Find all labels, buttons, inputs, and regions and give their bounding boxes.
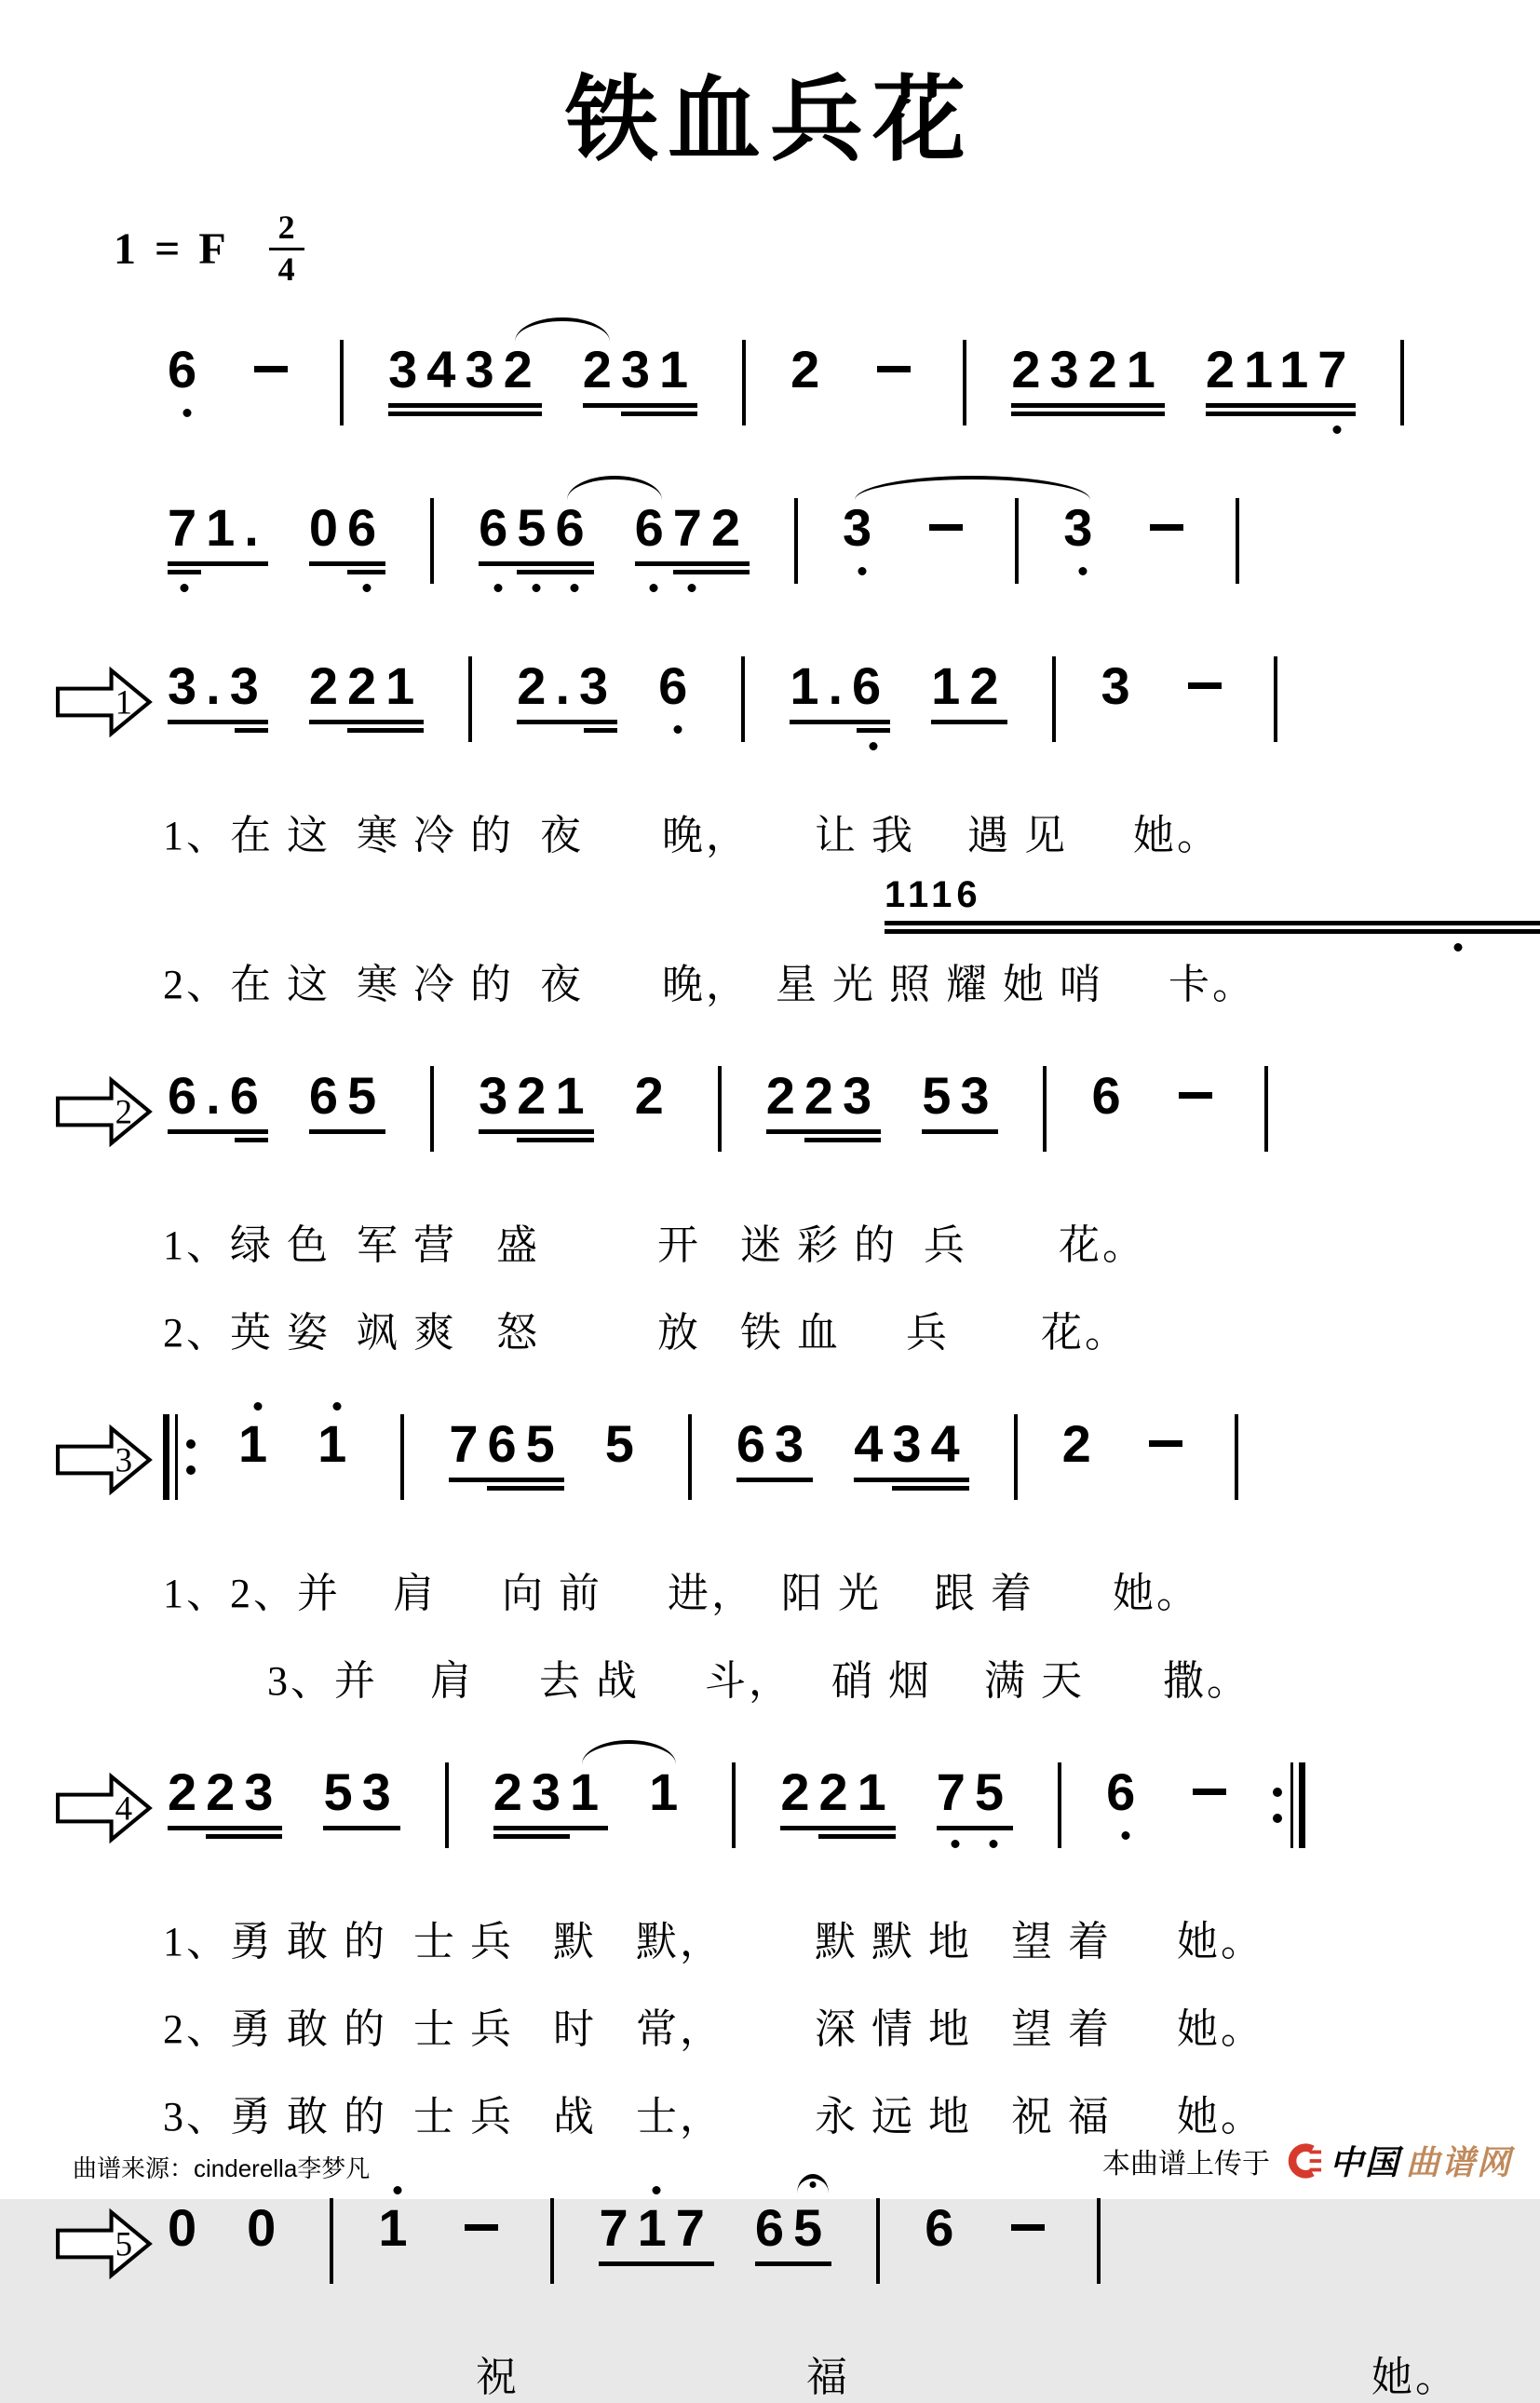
score-section <box>0 628 1540 1010</box>
note-cell <box>168 339 207 398</box>
note-cell <box>604 1413 643 1473</box>
notes-row <box>147 1386 1263 1545</box>
beam-line <box>517 1138 593 1142</box>
note-digits: 231 <box>493 1762 609 1821</box>
octave-dot-low <box>650 584 658 592</box>
bar-line <box>742 340 746 425</box>
bar-line <box>1058 1762 1061 1848</box>
beam-line <box>309 1129 385 1134</box>
note-cell <box>582 339 698 398</box>
lyric-line: 1、勇 敢 的 士 兵 默 默， 默 默 地 望 着 她。 <box>163 1918 1264 1964</box>
note-cell <box>925 2197 964 2257</box>
music-line <box>0 1038 1540 1196</box>
note-cell <box>168 2197 207 2257</box>
beam-line <box>168 561 268 566</box>
octave-dot-high <box>332 1402 341 1411</box>
time-signature-denominator: 4 <box>277 250 295 288</box>
note-digits: 53 <box>323 1762 400 1821</box>
beam-line <box>493 1826 608 1830</box>
song-title: 铁血兵花 <box>565 69 975 172</box>
footer <box>0 2137 1540 2184</box>
key-signature-text: 1 = F <box>114 223 230 274</box>
beam-line <box>479 561 593 566</box>
duration-dash <box>465 2224 498 2231</box>
note-cell <box>843 497 882 557</box>
note-cell <box>765 1065 882 1125</box>
inline-notes <box>885 873 1540 936</box>
footer-source: 曲谱来源：cinderella李梦凡 <box>73 2154 371 2182</box>
note-digits: 221 <box>780 1762 896 1821</box>
arrow-icon <box>54 1075 154 1148</box>
svg-text:5: 5 <box>115 2223 133 2262</box>
note-digits: 223 <box>168 1762 283 1821</box>
note-cell <box>885 873 1540 915</box>
note-digits: 3 <box>1101 655 1140 715</box>
phrase-arrow-marker <box>0 1424 147 1496</box>
footer-upload <box>1102 2137 1512 2184</box>
arrow-icon <box>54 1424 154 1496</box>
beam-line <box>885 929 1540 934</box>
note-cell <box>378 2197 417 2257</box>
octave-dot-low <box>493 584 502 592</box>
beam-line <box>937 1826 1013 1830</box>
repeat-dot <box>186 1439 196 1449</box>
score-section <box>0 312 1540 470</box>
note-digits: 6 <box>168 339 207 398</box>
beam-line <box>168 720 268 724</box>
bar-line <box>794 498 798 584</box>
bar-line <box>741 656 745 742</box>
note-digits: 672 <box>634 497 750 557</box>
notes-row <box>147 628 1302 787</box>
beam-line <box>309 720 424 724</box>
note-digits: 12 <box>931 655 1008 715</box>
lyric-line: 3、并 肩 去 战 斗， 硝 烟 满 天 撒。 <box>163 1657 1250 1704</box>
note-cell <box>317 1413 357 1473</box>
beam-line <box>347 728 424 733</box>
note-digits: 2 <box>1061 1413 1101 1473</box>
beam-line <box>168 1129 268 1134</box>
score <box>0 312 1540 2403</box>
note-cell <box>790 339 830 398</box>
bar-line <box>963 340 966 425</box>
note-cell <box>780 1762 896 1821</box>
note-cell <box>479 1065 594 1125</box>
octave-dot-low <box>858 567 866 575</box>
music-line <box>0 1386 1540 1545</box>
beam-line <box>1011 412 1165 416</box>
bar-line <box>330 2198 333 2284</box>
time-signature-numerator: 2 <box>269 210 304 250</box>
octave-dot-high <box>393 2186 401 2194</box>
bar-line <box>876 2198 880 2284</box>
note-digits: 2 <box>790 339 830 398</box>
duration-dash <box>1011 2224 1045 2231</box>
svg-text:1: 1 <box>115 682 133 721</box>
lyric-line: 2、英 姿 飒 爽 怒 放 铁 血 兵 花。 <box>163 1309 1128 1356</box>
octave-dot-high <box>253 1402 262 1411</box>
beam-line <box>309 561 385 566</box>
note-cell <box>1101 655 1140 715</box>
svg-text:2: 2 <box>115 1091 133 1130</box>
music-line <box>0 628 1540 787</box>
brand-primary: 中国 <box>1329 2144 1400 2181</box>
lyric-line: 1、在 这 寒 冷 的 夜 晚， 让 我 遇 见 她。 <box>163 812 1221 858</box>
phrase-arrow-marker <box>0 2207 147 2280</box>
beam-line <box>931 720 1007 724</box>
note-cell <box>931 655 1008 715</box>
repeat-thick-bar <box>1299 1762 1305 1848</box>
duration-dash <box>1179 1092 1212 1099</box>
beam-line <box>388 403 542 408</box>
bar-line <box>1264 1066 1268 1152</box>
beam-line <box>892 1486 968 1491</box>
duration-dash <box>1150 524 1183 531</box>
note-digits: 1.6 <box>790 655 891 715</box>
note-cell <box>599 2197 714 2257</box>
octave-dot-low <box>182 409 191 417</box>
slur-tie <box>515 317 609 342</box>
bar-line <box>550 2198 554 2284</box>
bar-line <box>400 1414 404 1500</box>
note-cell <box>1091 1065 1130 1125</box>
octave-dot-low <box>870 742 878 750</box>
beam-line <box>493 1834 570 1839</box>
brand-secondary: 曲谱网 <box>1405 2144 1512 2181</box>
note-cell <box>790 655 891 715</box>
note-digits: 3.3 <box>168 655 268 715</box>
note-cell <box>308 655 425 715</box>
beam-line <box>922 1129 998 1134</box>
note-digits: 6 <box>925 2197 964 2257</box>
note-cell <box>649 1762 688 1821</box>
repeat-dot <box>186 1465 196 1475</box>
beam-line <box>206 1834 282 1839</box>
bar-line <box>468 656 472 742</box>
octave-dot-low <box>1078 567 1087 575</box>
lyric-line: 2、在 这 寒 冷 的 夜 晚， 星 光 照 耀 她 哨 卡。 <box>163 961 1256 1007</box>
note-digits: 434 <box>854 1413 969 1473</box>
beam-line <box>583 403 697 408</box>
note-digits: 765 <box>449 1413 564 1473</box>
time-signature <box>269 210 304 288</box>
note-digits: 1 <box>317 1413 357 1473</box>
beam-line <box>766 1129 881 1134</box>
note-cell <box>308 1065 386 1125</box>
repeat-thick-bar <box>163 1414 169 1500</box>
note-cell <box>854 1413 969 1473</box>
beam-line <box>235 728 268 733</box>
note-digits: 53 <box>922 1065 999 1125</box>
phrase-arrow-marker <box>0 666 147 738</box>
score-section <box>0 470 1540 628</box>
score-section <box>0 1386 1540 1707</box>
beam-line <box>323 1826 399 1830</box>
beam-line <box>885 921 1540 925</box>
note-digits: 6.6 <box>168 1065 268 1125</box>
octave-dot-low <box>952 1840 960 1848</box>
lyric-line: 1、绿 色 军 营 盛 开 迷 彩 的 兵 花。 <box>163 1222 1146 1268</box>
duration-dash <box>929 524 963 531</box>
beam-line <box>804 1138 881 1142</box>
bar-line <box>1236 498 1239 584</box>
repeat-dots <box>186 1414 196 1500</box>
note-digits: 223 <box>765 1065 882 1125</box>
note-digits: 65 <box>308 1065 386 1125</box>
beam-line <box>487 1486 563 1491</box>
music-line <box>0 1735 1540 1893</box>
note-cell <box>1061 1413 1101 1473</box>
repeat-open-sign <box>160 1414 201 1500</box>
note-digits: 06 <box>308 497 386 557</box>
note-cell <box>1063 497 1102 557</box>
bar-line <box>445 1762 449 1848</box>
note-digits: 1 <box>649 1762 688 1821</box>
octave-dot-low <box>1121 1831 1129 1840</box>
note-digits: 1 <box>378 2197 417 2257</box>
bar-line <box>1052 656 1056 742</box>
duration-dash <box>254 366 288 372</box>
svg-text:3: 3 <box>115 1439 133 1478</box>
notes-row <box>147 1038 1292 1196</box>
note-cell <box>323 1762 400 1821</box>
beam-line <box>621 412 697 416</box>
phrase-arrow-marker <box>0 1772 147 1844</box>
note-digits: 75 <box>936 1762 1014 1821</box>
bar-line <box>430 1066 434 1152</box>
bar-line <box>1043 1066 1047 1152</box>
octave-dot-low <box>673 725 682 734</box>
octave-dot-low <box>688 584 696 592</box>
note-digits: 221 <box>308 655 425 715</box>
score-section <box>0 1038 1540 1358</box>
octave-dot-low <box>990 1840 998 1848</box>
beam-line <box>449 1478 563 1482</box>
note-cell <box>168 497 268 557</box>
phrase-arrow-marker <box>0 1075 147 1148</box>
site-logo-icon <box>1283 2141 1322 2180</box>
note-cell <box>736 1413 814 1473</box>
octave-dot-low <box>571 584 579 592</box>
octave-dot-low <box>1333 425 1342 434</box>
octave-dot-high <box>653 2186 661 2194</box>
note-digits: 0 <box>168 2197 207 2257</box>
music-line <box>0 312 1540 470</box>
note-cell <box>1205 339 1357 398</box>
note-cell <box>168 655 268 715</box>
bar-line <box>1235 1414 1238 1500</box>
beam-line <box>857 728 890 733</box>
note-cell <box>517 655 618 715</box>
score-section <box>0 2170 1540 2403</box>
note-digits: 1 <box>238 1413 277 1473</box>
beam-line <box>517 720 617 724</box>
beam-line <box>168 1826 282 1830</box>
note-cell <box>1106 1762 1145 1821</box>
note-digits: 2321 <box>1011 339 1165 398</box>
arrow-icon <box>54 1772 154 1844</box>
beam-line <box>755 2261 831 2266</box>
note-digits: 65 <box>754 2197 832 2257</box>
note-digits: 3432 <box>388 339 542 398</box>
repeat-dots <box>1273 1762 1282 1848</box>
note-digits: 1116 <box>885 873 982 915</box>
bar-line <box>1015 498 1019 584</box>
notes-row <box>147 1735 1325 1893</box>
note-digits: 2 <box>634 1065 673 1125</box>
duration-dash <box>877 366 911 372</box>
arrow-icon <box>54 666 154 738</box>
note-digits: 656 <box>479 497 594 557</box>
bar-line <box>1097 2198 1101 2284</box>
repeat-thin-bar <box>175 1414 178 1500</box>
slur-tie <box>567 476 662 500</box>
note-cell <box>1011 339 1165 398</box>
bar-line <box>1274 656 1277 742</box>
note-cell <box>308 497 386 557</box>
lyric-line: 祝 福 她。 <box>163 2354 1459 2400</box>
beam-line <box>736 1478 813 1482</box>
beam-line <box>790 720 890 724</box>
duration-dash <box>1149 1440 1182 1447</box>
notes-row <box>147 312 1428 470</box>
note-cell <box>493 1762 609 1821</box>
repeat-dot <box>1273 1788 1282 1797</box>
beam-line <box>1011 403 1165 408</box>
note-cell <box>449 1413 564 1473</box>
note-cell <box>754 2197 832 2257</box>
repeat-dot <box>1273 1814 1282 1823</box>
note-digits: 0 <box>247 2197 286 2257</box>
beam-line <box>673 570 750 574</box>
note-digits: 71. <box>168 497 268 557</box>
note-digits: 6 <box>1091 1065 1130 1125</box>
upload-label: 本曲谱上传于 <box>1101 2148 1270 2180</box>
lyric-line: 1、2、并 肩 向 前 进， 阳 光 跟 着 她。 <box>163 1570 1200 1616</box>
beam-line <box>1206 412 1357 416</box>
notes-row <box>147 2170 1125 2329</box>
beam-line <box>235 1138 268 1142</box>
arrow-icon <box>54 2207 154 2280</box>
beam-line <box>479 1129 593 1134</box>
beam-line <box>168 570 201 574</box>
duration-dash <box>1193 1789 1226 1795</box>
repeat-close-sign <box>1267 1762 1308 1848</box>
repeat-thin-bar <box>1290 1762 1293 1848</box>
bar-line <box>1400 340 1404 425</box>
slur-tie <box>582 1740 676 1764</box>
key-signature <box>114 210 1540 288</box>
note-cell <box>922 1065 999 1125</box>
note-digits: 2.3 <box>517 655 618 715</box>
music-line <box>0 2170 1540 2329</box>
note-cell <box>238 1413 277 1473</box>
beam-line <box>818 1834 895 1839</box>
octave-dot-low <box>532 584 540 592</box>
beam-line <box>584 728 617 733</box>
slur-tie <box>855 476 1090 500</box>
bar-line <box>340 340 344 425</box>
beam-line <box>347 570 385 574</box>
note-cell <box>247 2197 286 2257</box>
beam-line <box>388 412 542 416</box>
lyric-line: 3、勇 敢 的 士 兵 战 士， 永 远 地 祝 福 她。 <box>163 2093 1264 2140</box>
note-digits: 717 <box>599 2197 714 2257</box>
lyric-line: 2、勇 敢 的 士 兵 时 常， 深 情 地 望 着 她。 <box>163 2005 1264 2052</box>
note-cell <box>634 497 750 557</box>
music-line <box>0 470 1540 628</box>
beam-line <box>635 561 750 566</box>
note-digits: 63 <box>736 1413 814 1473</box>
note-digits: 6 <box>658 655 697 715</box>
beam-line <box>599 2261 713 2266</box>
note-cell <box>388 339 542 398</box>
note-digits: 3 <box>1063 497 1102 557</box>
note-digits: 6 <box>1106 1762 1145 1821</box>
note-digits: 3 <box>843 497 882 557</box>
note-digits: 2117 <box>1205 339 1357 398</box>
note-digits: 321 <box>479 1065 594 1125</box>
note-cell <box>168 1065 268 1125</box>
note-digits: 231 <box>582 339 698 398</box>
notes-row <box>147 470 1263 628</box>
beam-line <box>780 1826 895 1830</box>
bar-line <box>732 1762 736 1848</box>
bar-line <box>1014 1414 1018 1500</box>
svg-text:4: 4 <box>115 1788 133 1827</box>
note-cell <box>168 1762 283 1821</box>
note-cell <box>658 655 697 715</box>
note-cell <box>936 1762 1014 1821</box>
bar-line <box>430 498 434 584</box>
octave-dot-low <box>362 584 371 592</box>
beam-line <box>517 570 593 574</box>
note-cell <box>634 1065 673 1125</box>
beam-line <box>854 1478 968 1482</box>
bar-line <box>688 1414 692 1500</box>
duration-dash <box>1188 682 1222 689</box>
note-cell <box>479 497 594 557</box>
score-section <box>0 1735 1540 2142</box>
octave-dot-low <box>1454 943 1463 952</box>
beam-line <box>1206 403 1357 408</box>
bar-line <box>718 1066 722 1152</box>
octave-dot-low <box>180 584 188 592</box>
note-digits: 5 <box>604 1413 643 1473</box>
